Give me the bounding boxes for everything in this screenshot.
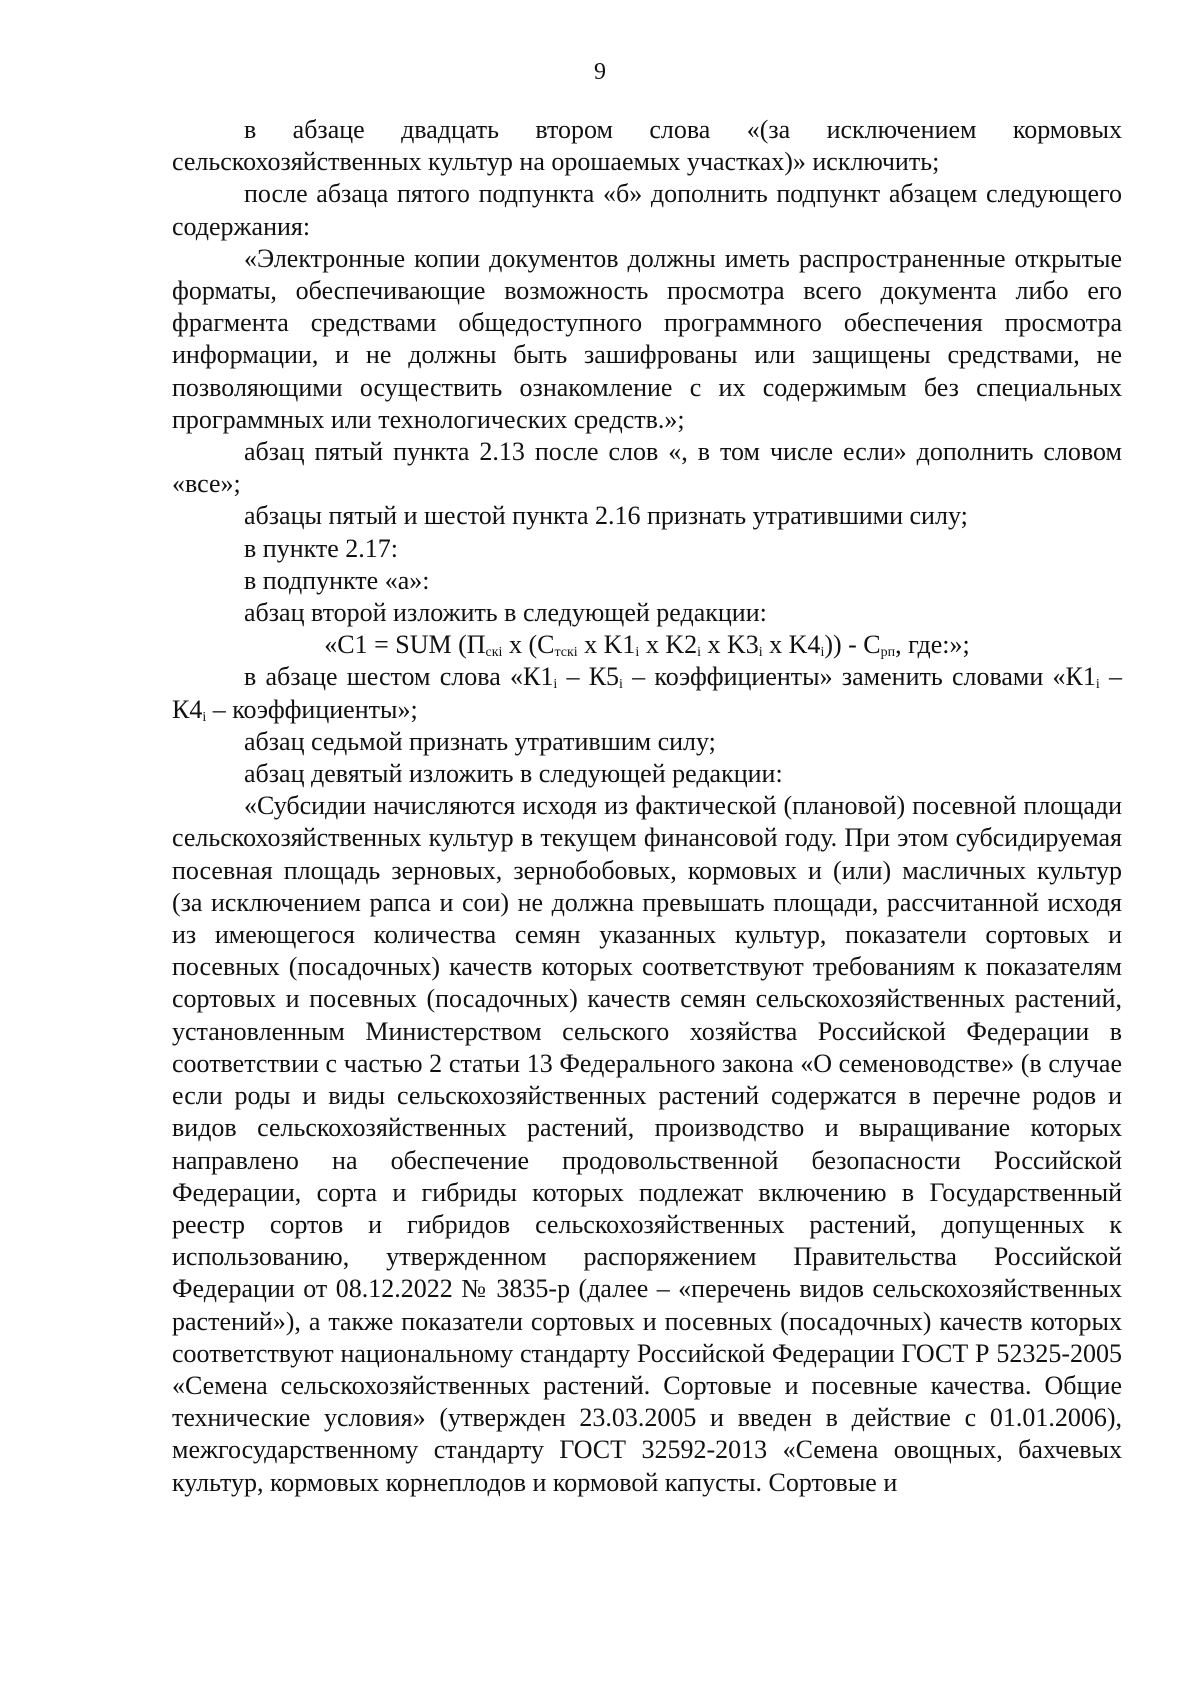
page-number: 9 (594, 59, 606, 85)
paragraph: после абзаца пятого подпункта «б» дополнить подпункт абзацем следующего содержания: (172, 179, 1122, 241)
paragraph: абзац седьмой признать утратившим силу; (244, 726, 716, 756)
paragraph: абзацы пятый и шестой пункта 2.16 признать утратившими силу; (244, 501, 968, 531)
paragraph: абзац пятый пункта 2.13 после слов «, в том числе если» дополнить словом «все»; (172, 437, 1122, 499)
paragraph: «Субсидии начисляются исходя из фактической (плановой) посевной площади сельскохозяйственных культур в текущем финансовой году. При этом субсидируемая посевная площадь зерновых, зернобобовых, кормовых и (или) масличных культур (за исключением рапса и сои) не должна превышать площади, рассчитанной исходя из имеющегося количества семян указанных культур, показатели сортовых и посевных (посадочных) качеств которых соответствуют требованиям к показателям сортовых и посевных (посадочных) качеств семян сельскохозяйственных растений, установленным Министерством сельского хозяйства Российской Федерации в соответствии с частью 2 статьи 13 Федерального закона «О семеноводстве» (в случае если роды и виды сельскохозяйственных растений содержатся в перечне родов и видов сельскохозяйственных растений, производство и выращивание которых направлено на обеспечение продовольственной безопасности Российской Федерации, сорта и гибриды которых подлежат включению в Государственный реестр сортов и гибридов сельскохозяйственных растений, допущенных к использованию, утвержденном распоряжением Правительства Российской Федерации от 08.12.2022 № 3835-р (далее – «перечень видов сельскохозяйственных растений»), а также показатели сортовых и посевных (посадочных) качеств которых соответствуют национальному стандарту Российской Федерации ГОСТ Р 52325-2005 «Семена сельскохозяйственных растений. Сортовые и посевные качества. Общие технические условия» (утвержден 23.03.2005 и введен в действие с 01.01.2006), межгосударственному стандарту ГОСТ 32592-2013 «Семена овощных, бахчевых культур, кормовых корнеплодов и кормовой капусты. Сортовые и (172, 791, 1122, 1497)
paragraph: в абзаце шестом слова «$К1_i - К5_i$ – коэффициенты» заменить словами «$К1_i - К4_i$ – коэффициенты»; (172, 662, 1123, 725)
paragraph: абзац девятый изложить в следующей редакции: (244, 759, 783, 789)
paragraph: в абзаце двадцать втором слова «(за исключением кормовых сельскохозяйственных культур на орошаемых участках)» исключить; (172, 115, 1122, 177)
paragraph: «Электронные копии документов должны иметь распространенные открытые форматы, обеспечивающие возможность просмотра всего документа либо его фрагмента средствами общедоступного программного обеспечения просмотра информации, и не должны быть зашифрованы или защищены средствами, не позволяющими осуществить ознакомление с их содержимым без специальных программных или технологических средств.»; (172, 243, 1122, 434)
formula: «C1 = SUM ($П_{скi}$ x ($С_{тскi}$ x $K1_i$ x $K2_i$ x $K3_i$ x $K4_i)) - С_{рп}$, где:»; (324, 630, 970, 661)
document-body (172, 114, 1122, 1499)
paragraph: в пункте 2.17: (244, 533, 399, 563)
paragraph: в подпункте «а»: (244, 565, 430, 595)
paragraph: абзац второй изложить в следующей редакции: (244, 598, 767, 628)
